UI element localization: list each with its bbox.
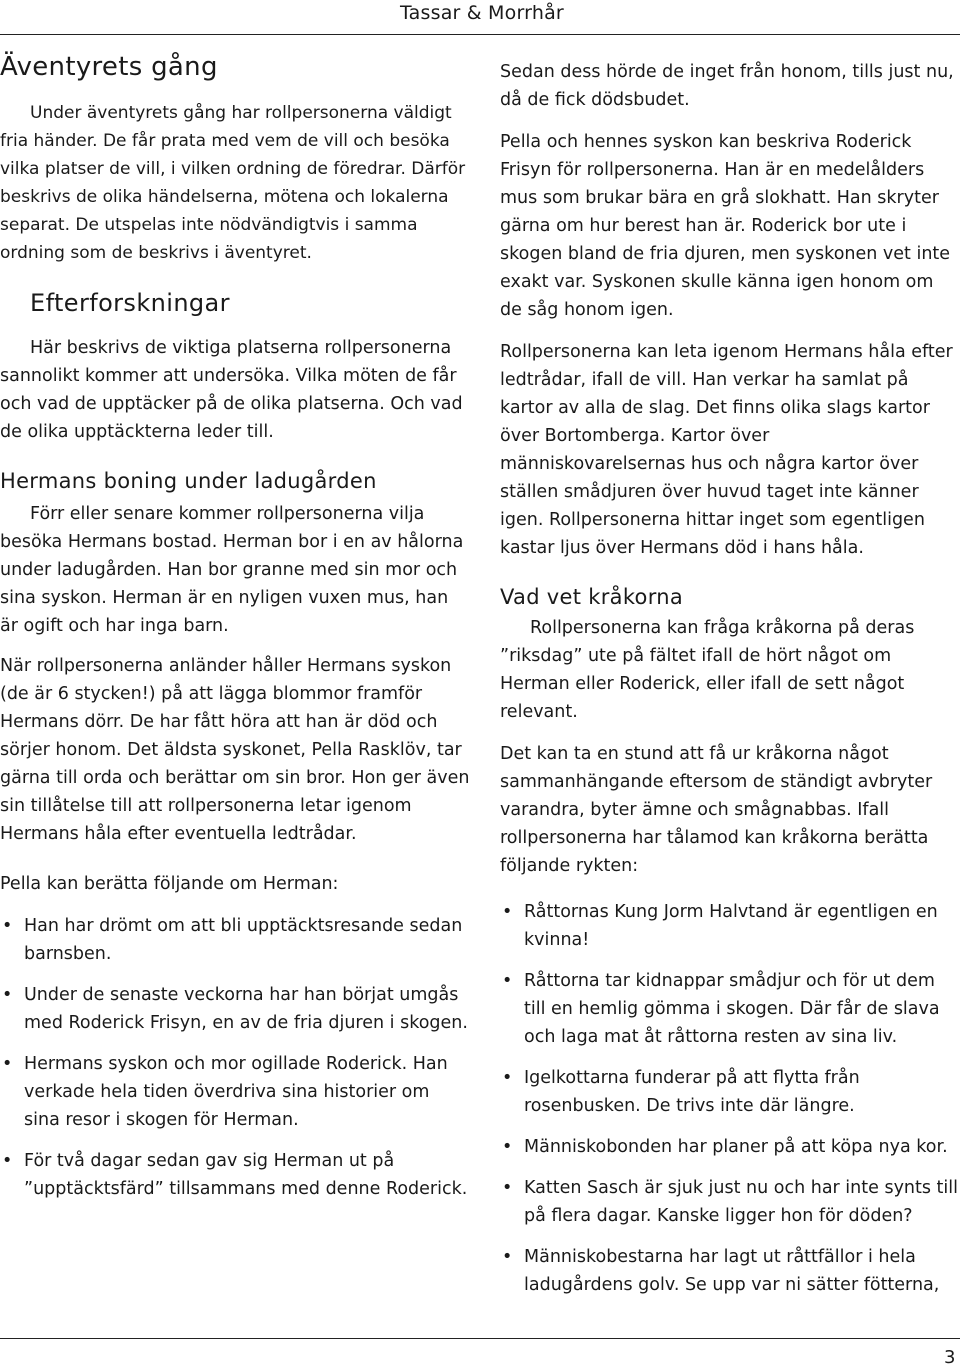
heading-hermans-home: Hermans boning under ladugården bbox=[0, 468, 377, 493]
list-item bbox=[0, 981, 470, 1037]
bullet-icon: • bbox=[502, 902, 513, 923]
bullet-icon: • bbox=[2, 1151, 13, 1172]
list-item bbox=[500, 898, 960, 954]
list-item bbox=[500, 1174, 960, 1230]
crows-paragraph-1: Rollpersonerna kan fråga kråkorna på deras ”riksdag” ute på fältet ifall de hört något om Herman eller Roderick, eller ifall de sett något relevant. bbox=[500, 618, 915, 723]
bullet-icon: • bbox=[502, 1068, 513, 1089]
bullet-icon: • bbox=[2, 916, 13, 937]
page-number: 3 bbox=[944, 1347, 956, 1368]
bullet-icon: • bbox=[502, 1247, 513, 1268]
list-item-text: Han har drömt om att bli upptäcktsresande sedan barnsben. bbox=[24, 916, 463, 965]
right-paragraph-1: Sedan dess hörde de inget från honom, tills just nu, då de fick dödsbudet. bbox=[500, 62, 954, 110]
list-item bbox=[500, 1243, 960, 1299]
home-paragraph-1: Förr eller senare kommer rollpersonerna vilja besöka Hermans bostad. Herman bor i en av hålorna under ladugården. Han bor granne med sin mor och sina syskon. Herman är en nyligen vuxen mus, han är ogift och har inga barn. bbox=[0, 504, 464, 637]
list-item-text: Igelkottarna funderar på att flytta från rosenbusken. De trivs inte där längre. bbox=[524, 1068, 860, 1117]
crows-paragraph-2: Det kan ta en stund att få ur kråkorna något sammanhängande eftersom de ständigt avbryter varandra, byter ämne och smågnabbas. Ifall rollpersonerna har tålamod kan kråkorna berätta följande rykten: bbox=[500, 744, 933, 877]
list-item-text: Råttorna tar kidnappar smådjur och för ut dem till en hemlig gömma i skogen. Där får de slava och laga mat åt råttorna resten av sina liv. bbox=[524, 971, 940, 1048]
bullet-icon: • bbox=[2, 1054, 13, 1075]
list-item-text: För två dagar sedan gav sig Herman ut på ”upptäcktsfärd” tillsammans med denne Roderick. bbox=[24, 1151, 468, 1200]
list-item-text: Råttornas Kung Jorm Halvtand är egentligen en kvinna! bbox=[524, 902, 938, 951]
list-item-text: Katten Sasch är sjuk just nu och har inte synts till på flera dagar. Kanske ligger hon för döden? bbox=[524, 1178, 959, 1227]
list-item-text: Människobonden har planer på att köpa nya kor. bbox=[524, 1137, 948, 1158]
footer-rule bbox=[0, 1338, 960, 1339]
left-column bbox=[0, 52, 470, 1216]
right-paragraph-2: Pella och hennes syskon kan beskriva Roderick Frisyn för rollpersonerna. Han är en medelålders mus som brukar bära en grå slokhatt. Han skryter gärna om hur berest han är. Roderick bor ute i skogen bland de fria djuren, men syskonen vet inte exakt var. Syskonen skulle känna igen honom om de såg honom igen. bbox=[500, 132, 951, 320]
right-column bbox=[500, 58, 960, 1312]
home-paragraph-2: När rollpersonerna anländer håller Hermans syskon (de är 6 stycken!) på att lägga blommor framför Hermans dörr. De har fått höra att han är död och sörjer honom. Det äldsta syskonet, Pella Rasklöv, tar gärna till orda och berättar om sin bror. Hon ger även sin tillåtelse till att rollpersonerna letar igenom Hermans håla efter eventuella ledtrådar. bbox=[0, 656, 470, 845]
list-item bbox=[0, 1147, 470, 1203]
list-item-text: Hermans syskon och mor ogillade Roderick. Han verkade hela tiden överdriva sina historier om sina resor i skogen för Herman. bbox=[24, 1054, 448, 1131]
list-item bbox=[500, 1064, 960, 1120]
list-item-text: Under de senaste veckorna har han börjat umgås med Roderick Frisyn, en av de fria djuren i skogen. bbox=[24, 985, 468, 1034]
list-item bbox=[0, 1050, 470, 1134]
heading-investigations: Efterforskningar bbox=[30, 289, 230, 318]
pella-list bbox=[0, 912, 470, 1203]
bullet-icon: • bbox=[502, 971, 513, 992]
heading-adventure: Äventyrets gång bbox=[0, 52, 218, 82]
bullet-icon: • bbox=[502, 1137, 513, 1158]
list-item bbox=[0, 912, 470, 968]
investigations-paragraph: Här beskrivs de viktiga platserna rollpersonerna sannolikt kommer att undersöka. Vilka möten de får och vad de upptäcker på de olika platserna. Och vad de olika upptäckterna leder till. bbox=[0, 337, 463, 442]
right-paragraph-3: Rollpersonerna kan leta igenom Hermans håla efter ledtrådar, ifall de vill. Han verkar ha samlat på kartor av alla de slag. Det finns olika slags kartor över Bortomberga. Kartor över människovarelsernas hus och några kartor över ställen smådjuren över huvud taget inte känner igen. Rollpersonerna hittar inget som egentligen kastar ljus över Hermans död i hans håla. bbox=[500, 342, 953, 558]
heading-crows: Vad vet kråkorna bbox=[500, 585, 684, 609]
intro-paragraph: Under äventyrets gång har rollpersonerna väldigt fria händer. De får prata med vem de vill och besöka vilka platser de vill, i vilken ordning de föredrar. Därför beskrivs de olika händelserna, mötena och lokalerna separat. De utspelas inte nödvändigtvis i samma ordning som de beskrivs i äventyret. bbox=[0, 103, 466, 264]
rumors-list bbox=[500, 898, 960, 1299]
list-item-text: Människobestarna har lagt ut råttfällor i hela ladugårdens golv. Se upp var ni sätter fötterna, bbox=[524, 1247, 940, 1296]
bullet-icon: • bbox=[502, 1178, 513, 1199]
list-item bbox=[500, 1133, 960, 1161]
running-header: Tassar & Morrhår bbox=[400, 2, 564, 24]
bullet-icon: • bbox=[2, 985, 13, 1006]
pella-intro: Pella kan berätta följande om Herman: bbox=[0, 874, 339, 895]
list-item bbox=[500, 967, 960, 1051]
header-rule bbox=[0, 34, 960, 35]
